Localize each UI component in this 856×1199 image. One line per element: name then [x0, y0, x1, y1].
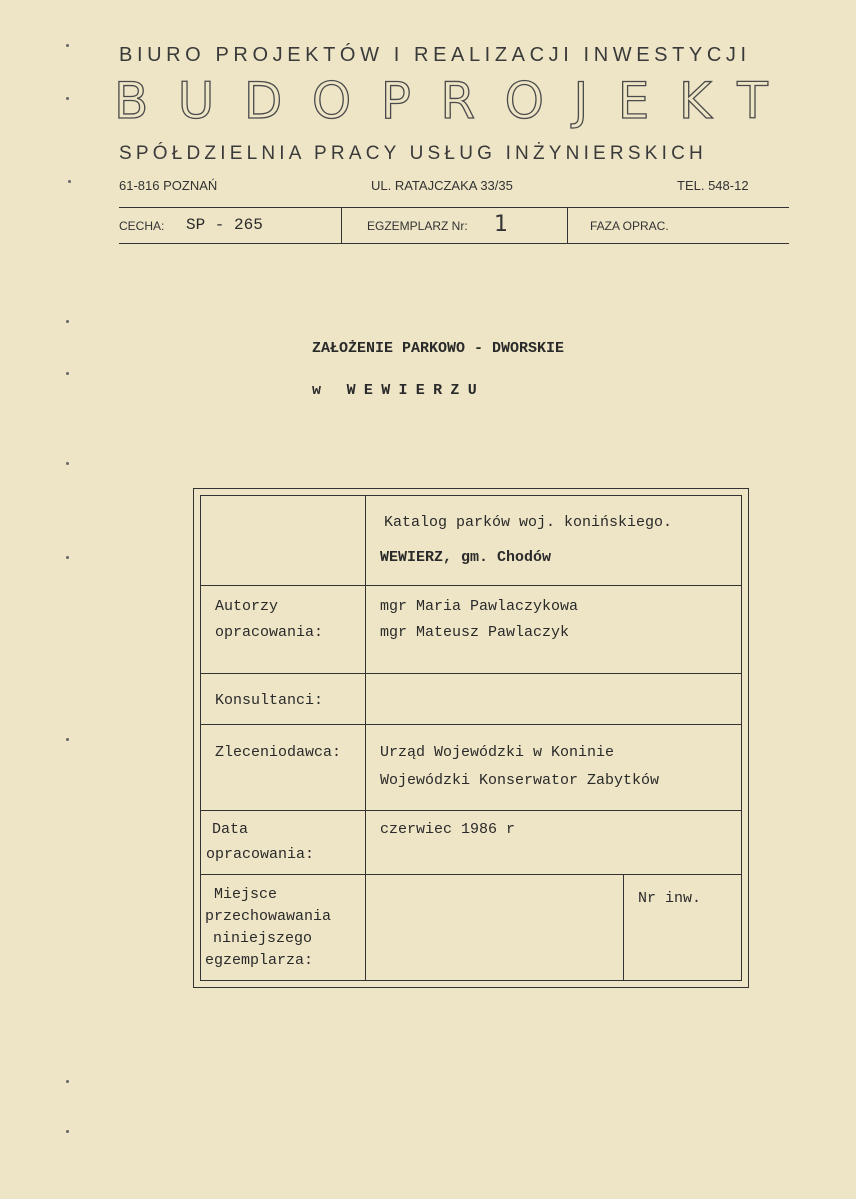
- meta-divider-1: [341, 207, 342, 244]
- scan-speck: [66, 320, 69, 323]
- inventory-number-label: Nr inw.: [638, 890, 702, 907]
- client-line1: Urząd Wojewódzki w Koninie: [380, 744, 615, 761]
- date-value: czerwiec 1986 r: [380, 821, 516, 838]
- author-2: mgr Mateusz Pawlaczyk: [380, 624, 570, 641]
- egzemplarz-value: 1: [494, 212, 508, 237]
- storage-label-line1: Miejsce: [214, 886, 278, 903]
- phone-number: TEL. 548-12: [677, 178, 749, 193]
- scan-speck: [66, 97, 69, 100]
- cooperative-name: SPÓŁDZIELNIA PRACY USŁUG INŻYNIERSKICH: [119, 143, 707, 164]
- client-label: Zleceniodawca:: [215, 744, 342, 761]
- meta-row-bottom-border: [119, 243, 789, 244]
- company-logo: BUDOPROJEKT: [114, 72, 798, 130]
- author-1: mgr Maria Pawlaczykowa: [380, 598, 579, 615]
- bureau-name: BIURO PROJEKTÓW I REALIZACJI INWESTYCJI: [119, 44, 751, 66]
- inventory-column-divider: [623, 874, 624, 981]
- catalog-location: WEWIERZ, gm. Chodów: [380, 549, 552, 566]
- row-divider-3: [200, 724, 742, 725]
- storage-label-line4: egzemplarza:: [205, 952, 314, 969]
- row-divider-2: [200, 673, 742, 674]
- row-divider-1: [200, 585, 742, 586]
- date-label-line2: opracowania:: [206, 846, 315, 863]
- document-title: ZAŁOŻENIE PARKOWO - DWORSKIE: [312, 340, 565, 357]
- cecha-label: CECHA:: [119, 219, 165, 233]
- client-line2: Wojewódzki Konserwator Zabytków: [380, 772, 660, 789]
- scan-speck: [66, 462, 69, 465]
- postal-city: 61-816 POZNAŃ: [119, 178, 218, 193]
- scan-speck: [66, 556, 69, 559]
- scan-speck: [66, 372, 69, 375]
- table-column-divider: [365, 495, 366, 981]
- row-divider-5: [200, 874, 742, 875]
- scan-speck: [68, 180, 71, 183]
- storage-label-line2: przechowawania: [205, 908, 332, 925]
- faza-label: FAZA OPRAC.: [590, 219, 669, 233]
- storage-label-line3: niniejszego: [213, 930, 313, 947]
- authors-label-line2: opracowania:: [215, 624, 324, 641]
- meta-row-top-border: [119, 207, 789, 208]
- date-label-line1: Data: [212, 821, 249, 838]
- scan-speck: [66, 44, 69, 47]
- authors-label-line1: Autorzy: [215, 598, 279, 615]
- consultants-label: Konsultanci:: [215, 692, 324, 709]
- scan-speck: [66, 1130, 69, 1133]
- cecha-value: SP - 265: [186, 216, 263, 234]
- scan-speck: [66, 1080, 69, 1083]
- row-divider-4: [200, 810, 742, 811]
- meta-divider-2: [567, 207, 568, 244]
- document-subtitle: w WEWIERZU: [312, 382, 486, 399]
- egzemplarz-label: EGZEMPLARZ Nr:: [367, 219, 468, 233]
- street-address: UL. RATAJCZAKA 33/35: [371, 178, 513, 193]
- catalog-title: Katalog parków woj. konińskiego.: [384, 514, 673, 531]
- scan-speck: [66, 738, 69, 741]
